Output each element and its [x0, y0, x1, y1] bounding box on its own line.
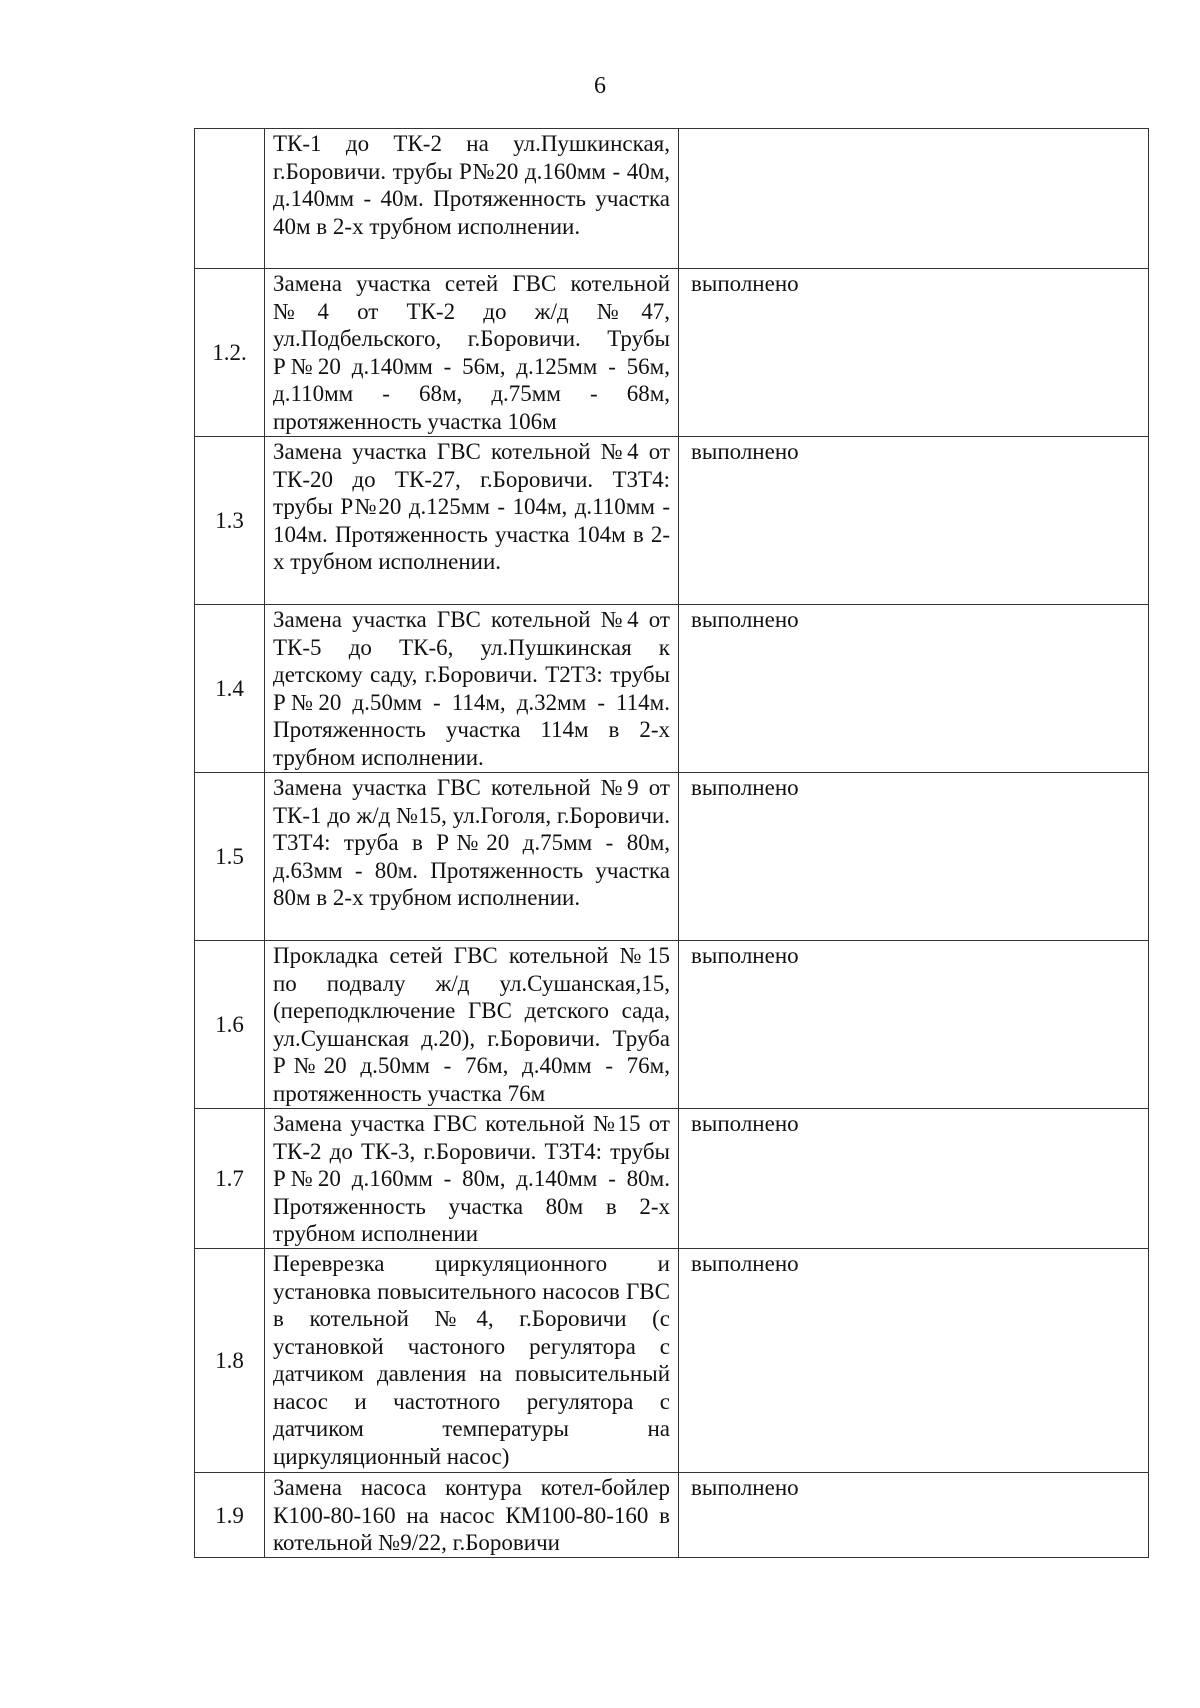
row-description: ТК-1 до ТК-2 на ул.Пушкинская, г.Боровичи. трубы Р№20 д.160мм - 40м, д.140мм - 40м. Протяженность участка 40м в 2-х трубном исполнении. — [265, 129, 679, 269]
row-number: 1.4 — [195, 605, 265, 773]
row-status: выполнено — [679, 773, 1149, 941]
row-number: 1.8 — [195, 1249, 265, 1473]
row-status — [679, 129, 1149, 269]
row-status: выполнено — [679, 605, 1149, 773]
row-description: Замена участка ГВС котельной №9 от ТК-1 до ж/д №15, ул.Гоголя, г.Боровичи. Т3Т4: труба в Р№20 д.75мм - 80м, д.63мм - 80м. Протяженность участка 80м в 2-х трубном исполнении. — [265, 773, 679, 941]
table-row — [195, 1109, 1149, 1249]
table-row — [195, 1473, 1149, 1558]
table-row — [195, 437, 1149, 605]
row-description: Замена участка ГВС котельной №4 от ТК-20 до ТК-27, г.Боровичи. Т3Т4: трубы Р№20 д.125мм - 104м, д.110мм - 104м. Протяженность участка 104м в 2-х трубном исполнении. — [265, 437, 679, 605]
row-number: 1.2. — [195, 269, 265, 437]
work-table — [194, 128, 1149, 1558]
table-row — [195, 941, 1149, 1109]
row-description: Замена насоса контура котел-бойлер К100-80-160 на насос КМ100-80-160 в котельной №9/22, г.Боровичи — [265, 1473, 679, 1558]
table-row — [195, 1249, 1149, 1473]
page-number: 6 — [594, 73, 606, 99]
row-description: Замена участка ГВС котельной №15 от ТК-2 до ТК-3, г.Боровичи. Т3Т4: трубы Р№20 д.160мм - 80м, д.140мм - 80м. Протяженность участка 80м в 2-х трубном исполнении — [265, 1109, 679, 1249]
table-row — [195, 773, 1149, 941]
row-description: Переврезка циркуляционного и установка повысительного насосов ГВС в котельной №4, г.Боровичи (с установкой частоного регулятора с датчиком давления на повысительный насос и частотного регулятора с датчиком температуры на циркуляционный насос) — [265, 1249, 679, 1473]
row-description: Замена участка сетей ГВС котельной №4 от ТК-2 до ж/д №47, ул.Подбельского, г.Боровичи. Трубы Р№20 д.140мм - 56м, д.125мм - 56м, д.110мм - 68м, д.75мм - 68м, протяженность участка 106м — [265, 269, 679, 437]
row-description: Прокладка сетей ГВС котельной №15 по подвалу ж/д ул.Сушанская,15, (переподключение ГВС детского сада, ул.Сушанская д.20), г.Боровичи. Труба Р№20 д.50мм - 76м, д.40мм - 76м, протяженность участка 76м — [265, 941, 679, 1109]
row-number: 1.6 — [195, 941, 265, 1109]
row-number: 1.7 — [195, 1109, 265, 1249]
row-status: выполнено — [679, 437, 1149, 605]
table-row — [195, 605, 1149, 773]
row-status: выполнено — [679, 1109, 1149, 1249]
row-number — [195, 129, 265, 269]
table-row — [195, 269, 1149, 437]
row-status: выполнено — [679, 1473, 1149, 1558]
row-number: 1.9 — [195, 1473, 265, 1558]
row-description: Замена участка ГВС котельной №4 от ТК-5 до ТК-6, ул.Пушкинская к детскому саду, г.Боровичи. Т2Т3: трубы Р№20 д.50мм - 114м, д.32мм - 114м. Протяженность участка 114м в 2-х трубном исполнении. — [265, 605, 679, 773]
row-status: выполнено — [679, 269, 1149, 437]
row-number: 1.5 — [195, 773, 265, 941]
table-row — [195, 129, 1149, 269]
row-number: 1.3 — [195, 437, 265, 605]
row-status: выполнено — [679, 1249, 1149, 1473]
row-status: выполнено — [679, 941, 1149, 1109]
